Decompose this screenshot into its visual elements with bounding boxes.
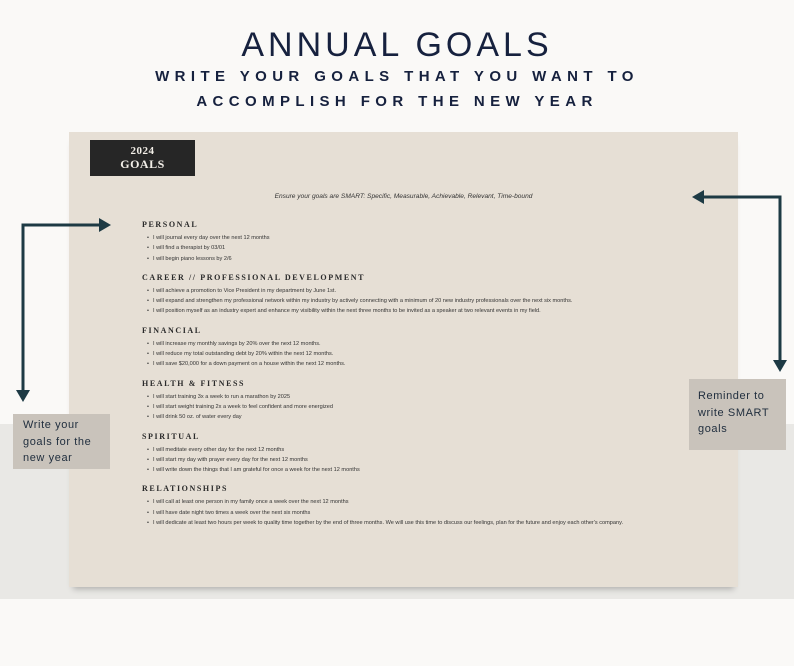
goal-item: • I will dedicate at least two hours per week to quality time together by the end of three months. We will use this time to discuss our feelings, plan for the future and enjoy each other's company. bbox=[147, 518, 702, 528]
goal-item: • I will have date night two times a week over the next six months bbox=[147, 508, 702, 518]
goal-item: • I will drink 50 oz. of water every day bbox=[147, 412, 702, 422]
callout-write-goals bbox=[13, 414, 110, 469]
goal-item: • I will achieve a promotion to Vice President in my department by June 1st. bbox=[147, 286, 702, 296]
goal-item: • I will call at least one person in my family once a week over the next 12 months bbox=[147, 497, 702, 507]
callout-line: Write your bbox=[23, 419, 79, 431]
callout-line: Reminder to bbox=[698, 390, 765, 402]
goal-item: • I will reduce my total outstanding debt by 20% within the next 12 months. bbox=[147, 349, 702, 359]
callout-line: new year bbox=[23, 452, 73, 464]
arrowhead-icon bbox=[773, 360, 787, 372]
arrowhead-icon bbox=[16, 390, 30, 402]
callout-line: goals for the bbox=[23, 435, 92, 448]
goal-item: • I will increase my monthly savings by 20% over the next 12 months. bbox=[147, 339, 702, 349]
smart-note: Ensure your goals are SMART: Specific, Measurable, Achievable, Relevant, Time-bound bbox=[274, 193, 533, 200]
goal-item: • I will start my day with prayer every day for the next 12 months bbox=[147, 455, 702, 465]
page-title: ANNUAL GOALS bbox=[241, 26, 553, 64]
left-callout-arrow bbox=[23, 225, 100, 393]
section-title: SPIRITUAL bbox=[142, 431, 200, 441]
arrowhead-icon bbox=[692, 190, 704, 204]
section-title: PERSONAL bbox=[142, 220, 199, 229]
subtitle-line-1: WRITE YOUR GOALS THAT YOU WANT TO bbox=[155, 68, 639, 85]
callout-smart-reminder bbox=[689, 379, 786, 450]
badge-year: 2024 bbox=[130, 145, 155, 157]
goal-item: • I will write down the things that I am grateful for once a week for the next 12 months bbox=[147, 465, 702, 475]
goal-item: • I will save $20,000 for a down payment on a house within the next 12 months. bbox=[147, 359, 702, 369]
goal-item: • I will journal every day over the next 12 months bbox=[147, 233, 702, 243]
badge-label: GOALS bbox=[120, 157, 165, 171]
section-title: RELATIONSHIPS bbox=[142, 484, 229, 494]
arrowhead-icon bbox=[99, 218, 111, 232]
callout-line: write SMART bbox=[698, 406, 770, 419]
section-title: FINANCIAL bbox=[142, 325, 202, 335]
goal-item: • I will start training 3x a week to run a marathon by 2025 bbox=[147, 392, 702, 402]
section-title: HEALTH & FITNESS bbox=[142, 378, 246, 388]
goal-item: • I will meditate every other day for the next 12 months bbox=[147, 445, 702, 455]
goal-item: • I will start weight training 2x a week to feel confident and more energized bbox=[147, 402, 702, 412]
goal-item: • I will position myself as an industry expert and enhance my visibility within the next three months to be invited as a speaker at two relevant events in my field. bbox=[147, 306, 702, 316]
subtitle-line-2: ACCOMPLISH FOR THE NEW YEAR bbox=[196, 93, 598, 110]
goal-item: • I will begin piano lessons by 2/6 bbox=[147, 254, 702, 264]
goal-item: • I will expand and strengthen my professional network within my industry by actively connecting with a minimum of 20 new industry professionals over the next six months. bbox=[147, 296, 702, 306]
section-title: CAREER // PROFESSIONAL DEVELOPMENT bbox=[142, 272, 366, 282]
goal-item: • I will find a therapist by 03/01 bbox=[147, 243, 702, 253]
right-callout-arrow bbox=[703, 197, 780, 362]
callout-line: goals bbox=[698, 423, 728, 435]
